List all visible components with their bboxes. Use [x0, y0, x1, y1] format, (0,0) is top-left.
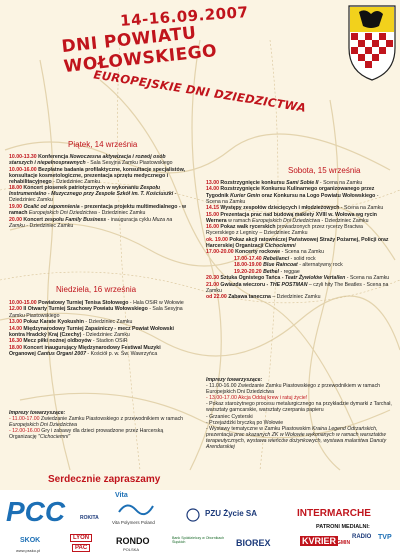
program-item: 14.15 Występy zespołów dziecięcych i młodzieżowych - Scena na Zamku: [206, 205, 384, 212]
media-patrons-heading: PATRONI MEDIALNI:: [316, 524, 370, 530]
program-item: 18.00 Koncert piosenek patriotycznych w wykonaniu Zespołu Instrumentalno - Muzycznego przy Zespole Szkół im. T. Kościuszki - Dziedziniec Zamku: [9, 185, 177, 204]
invitation-text: Serdecznie zapraszamy: [48, 474, 161, 485]
program-item: 20.00 Koncert zespołu Family Business - inauguracja cyklu Muza na Zamku - Dziedziniec Zamku: [9, 216, 173, 229]
accompanying-heading: Imprezy towarzyszące:: [206, 377, 263, 383]
friday-program: [9, 154, 187, 229]
powiat-logo-icon: [186, 508, 200, 522]
event-dates: 14-16.09.2007: [119, 2, 250, 30]
radio-logo: RADIO: [352, 534, 372, 540]
accompanying-line: - Pokaz starożytnego procesu metalurgicznego na przykładzie dymarki z Tarchał, warsztaty garncarskie, warsztaty czerpania papieru: [206, 401, 392, 414]
accompanying-line: - 11.00-17.00 Zwiedzanie Zamku Piastowskiego z przewodnikiem w ramach Europejskich Dni Dziedzictwa: [9, 416, 184, 429]
tvp-logo: TVP: [378, 534, 392, 541]
accompanying-line: - Przejażdżki bryczką po Wołowie: [206, 419, 284, 426]
biorex-logo: BIOREX: [236, 538, 271, 548]
program-item: 13.00 Rozstrzygnięcie konkursu Sami Sobie II - Scena na Zamku: [206, 180, 363, 186]
day-sunday-title: Niedziela, 16 września: [56, 285, 137, 294]
program-item: 14.00 Międzynarodowy Turniej Zapaśniczy - mecz Powiat Wołowski kontra Hradcký Kraj (Czechy) - Dziedziniec Zamku: [9, 325, 174, 338]
saturday-accompanying: [206, 377, 392, 450]
program-item: 10.00-15.00 Powiatowy Turniej Tenisa Stołowego - Hala OSiR w Wołowie: [9, 300, 184, 306]
sunday-accompanying: [9, 410, 187, 440]
program-item: 16.00 Pokaz walk rycerskich prowadzonych przez rycerzy Bractwa Rycerskiego z Legnicy – Dziedziniec Zamku: [206, 224, 363, 237]
coat-of-arms-icon: [345, 2, 399, 82]
skok-logo: SKOK: [20, 537, 41, 544]
program-item: 21.00 Gwiazda wieczoru - THE POSTMAN – czyli hity The Beatles - Scena na Zamku: [206, 281, 389, 294]
pcc-logo: PCC: [6, 496, 66, 527]
band-item: 19.20-20.20 Bethel - reggae: [234, 268, 300, 275]
accompanying-line: - 11.00-16.00 Zwiedzanie Zamku Piastowskiego z przewodnikiem w ramach Europejskich Dni Dziedzictwa: [206, 383, 381, 396]
rondo-sub: POLSKA: [123, 547, 140, 552]
program-item: 13.00 Pokaz Karate Kyokushin - Dziedziniec Zamku: [9, 319, 133, 326]
accompanying-line: - 12.00-16.00 Gry i zabawy dla dzieci prowadzone przez Harcerską Organizację "Cichociemni": [9, 428, 164, 441]
program-item: 15.00 Prezentacja prac nad budową makiety XVIII w. Wołowa wg rycin Wernera w ramach Europejskich Dni Dziedzictwa - Dziedziniec Zamku: [206, 211, 377, 224]
band-item: 17.00-17.40 Rebelianci - solid rock: [234, 255, 316, 262]
pac-logo: PAC: [72, 544, 90, 552]
program-item: 12.00 II Otwarty Turniej Szachowy Powiatu Wołowskiego - Sala Sesyjna Zamku Piastowskiego: [9, 306, 183, 319]
sunday-program: [9, 300, 187, 357]
program-item: 17.00-20.00 Koncerty rockowe - Scena na Zamku: [206, 249, 324, 256]
sponsors-bar: [0, 490, 400, 559]
vita-polymers-text: Vita Polymers Poland: [112, 520, 155, 525]
program-item: 10.00-13.30 Konferencja Nowoczesna aktywizacja i rozwój osób starszych i niepełnosprawnych - Sala Sesyjna Zamku Piastowskiego: [9, 154, 173, 167]
lyon-logo: LYON: [70, 534, 92, 542]
bank-logo: Bank Spółdzielczy w Obornikach Śląskich: [172, 536, 225, 545]
day-saturday-title: Sobota, 15 września: [288, 166, 361, 175]
program-item: ok. 19.00 Pokaz akcji ratowniczej Państwowej Straży Pożarnej, Policji oraz Harcerskiej Organizacji Cichociemni: [206, 236, 389, 249]
accompanying-line: - Grzaniec Cysterski: [206, 413, 253, 420]
program-item: 14.00 Rozstrzygnięcie Konkursu Kulinarnego organizowanego przez Tygodnik Kurier Gmin oraz Konkursu na Logo Powiatu Wołowskiego - Scena na Zamku: [206, 186, 379, 205]
program-item: 19.00 Ocalić od zapomnienia - prezentacja projektu multimedialnego - w ramach Europejskich Dni Dziedzictwa - Dziedziniec Zamku: [9, 203, 187, 217]
accompanying-line: - 13.00-17.00 Akcja Oddaj krew i ratuj życie!: [206, 395, 308, 402]
pzu-logo: PZU Życie SA: [205, 509, 258, 518]
skok-url: www.pssko.pl: [16, 548, 41, 553]
day-friday-title: Piątek, 14 września: [68, 140, 138, 149]
intermarche-logo: INTERMARCHE: [297, 508, 371, 519]
accompanying-line: - Wystawy tematyczne w Zamku Piastowskim Kraina Legend Odrzańskich, prezentacja prac skazanych ZK w Wołowie wykonanych w ramach warsztatów terapeutycznych, wystawa wieńców dożynkowych, wystawa malarstwa Danuty Arendarskiej: [206, 425, 387, 451]
vita-wave-icon: [118, 500, 154, 518]
event-title: DNI POWIATU WOŁOWSKIEGO: [60, 23, 219, 78]
program-item: 20.30 Sztuka Ognistego Tańca - Teatr Żywiołów Vertallen - Scena na Zamku: [206, 275, 390, 282]
accompanying-heading: Imprezy towarzyszące:: [9, 410, 66, 416]
kurier-gmin-logo: KVRIER: [302, 536, 337, 546]
program-item: 10.00-16.00 Bezpłatne badania profilaktyczne, konsultacje specjalistów, konsultacje kosmetologiczne, prezentacja sprzętu medycznego i rehabilitacyjnego - Dziedziniec Zamku: [9, 166, 185, 185]
saturday-program: [206, 180, 392, 301]
vita-logo: Vita: [115, 492, 128, 499]
kurier-gmin-sub: GMIN: [337, 540, 351, 546]
rondo-logo: RONDO: [116, 536, 150, 546]
event-subtitle: EUROPEJSKIE DNI DZIEDZICTWA: [92, 67, 308, 115]
program-item: 18.00 Koncert inaugurujący Międzynarodowy Festiwal Muzyki Organowej Cantus Organi 2007 - Kościół p. w. Św. Wawrzyńca: [9, 344, 161, 357]
program-item: 16.30 Mecz piłki nożnej oldboyów - Stadion OSiR: [9, 338, 128, 345]
program-item: od 22.00 Zabawa taneczna – Dziedziniec Zamku: [206, 294, 321, 301]
rokita-logo: ROKITA: [80, 515, 99, 521]
band-item: 18.00-19.00 Blue Raincoat - alternatywny rock: [234, 262, 343, 269]
